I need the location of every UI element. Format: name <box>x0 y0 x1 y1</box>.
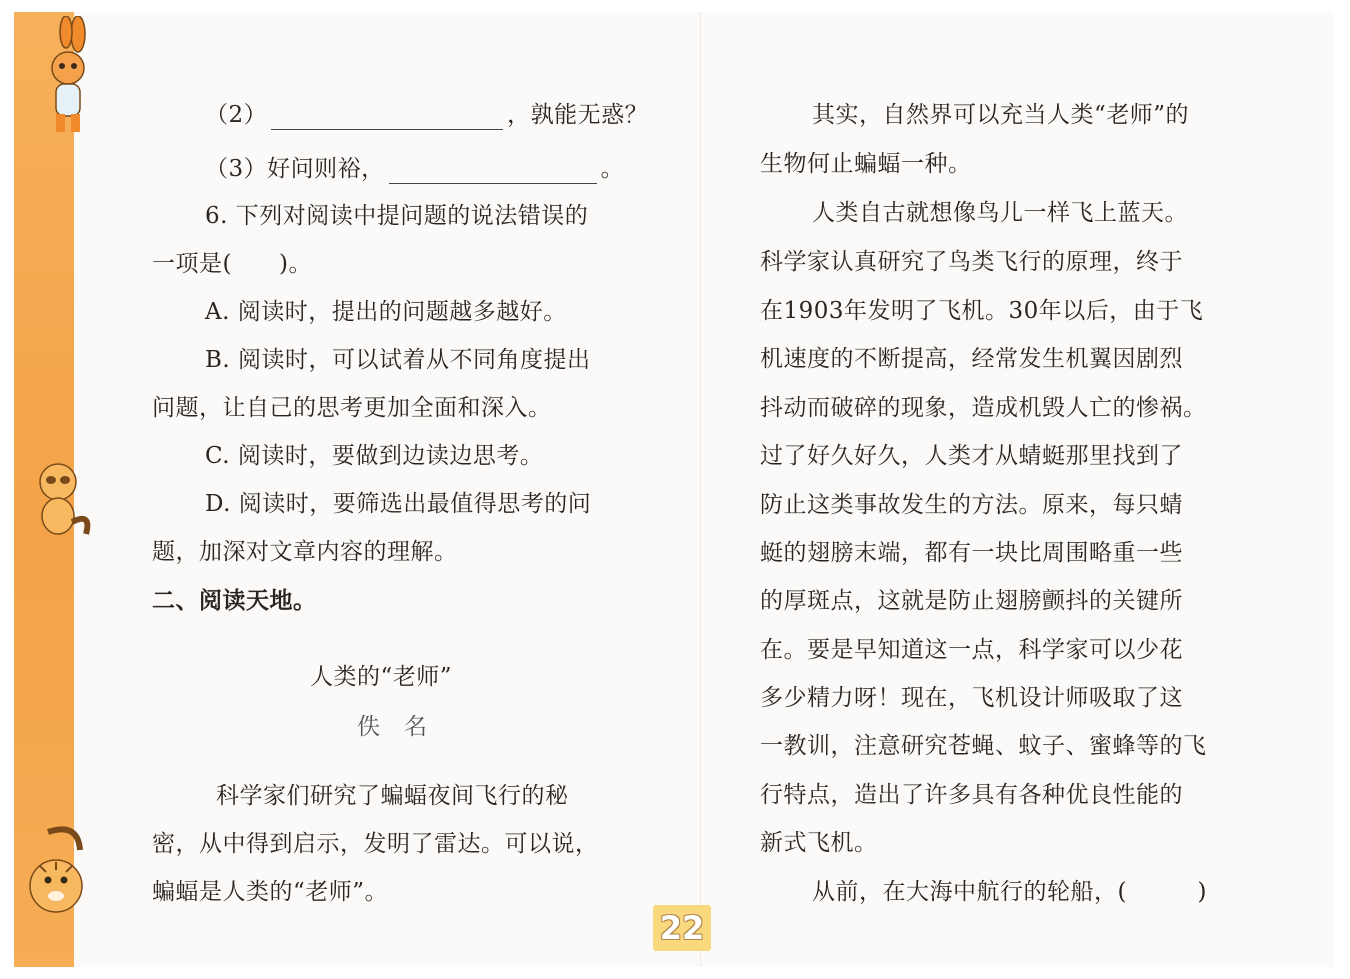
question-6-stem-line-1: 6. 下列对阅读中提问题的说法错误的 <box>205 203 589 229</box>
decorative-side-strip <box>14 12 74 967</box>
option-c: C. 阅读时，要做到边读边思考。 <box>205 443 544 469</box>
page-number-badge <box>653 905 711 951</box>
paragraph-3-line: 防止这类事故发生的方法。原来，每只蜻 <box>760 492 1183 518</box>
paragraph-3-line: 过了好久好久，人类才从蜻蜓那里找到了 <box>760 443 1183 469</box>
question-6-stem-line-2: 一项是( )。 <box>152 251 312 277</box>
article-author: 佚 名 <box>357 714 428 740</box>
paragraph-3-line: 抖动而破碎的现象，造成机毁人亡的惨祸。 <box>760 395 1207 421</box>
paragraph-3-line: 机速度的不断提高，经常发生机翼因剧烈 <box>760 346 1183 372</box>
paragraph-3-line: 一教训，注意研究苍蝇、蚊子、蜜蜂等的飞 <box>760 733 1207 759</box>
answer-blank[interactable] <box>271 107 503 130</box>
paragraph-3-line: 在。要是早知道这一点，科学家可以少花 <box>760 637 1183 663</box>
paragraph-3-line: 科学家认真研究了鸟类飞行的原理，终于 <box>760 249 1183 275</box>
option-b-line-1: B. 阅读时，可以试着从不同角度提出 <box>205 347 591 373</box>
paragraph-3-line: 行特点，造出了许多具有各种优良性能的 <box>760 782 1183 808</box>
paragraph-3-line: 蜓的翅膀末端，都有一块比周围略重一些 <box>760 540 1183 566</box>
paragraph-3-line: 新式飞机。 <box>760 830 878 856</box>
question-5-item-2 <box>205 100 648 130</box>
article-title: 人类的“老师” <box>310 664 453 690</box>
paragraph-1-line: 密，从中得到启示，发明了雷达。可以说， <box>152 831 599 857</box>
section-2-heading: 二、阅读天地。 <box>152 588 317 614</box>
answer-blank[interactable] <box>389 161 597 184</box>
item-2-label: （2） <box>205 102 268 128</box>
paragraph-3-line: 在1903年发明了飞机。30年以后，由于飞 <box>760 298 1204 324</box>
paragraph-4-start: 从前，在大海中航行的轮船，( ) <box>812 879 1207 905</box>
question-5-item-3 <box>205 154 624 184</box>
paragraph-3-line: 人类自古就想像鸟儿一样飞上蓝天。 <box>812 200 1188 226</box>
paragraph-2-line: 生物何止蝙蝠一种。 <box>760 151 972 177</box>
paragraph-1-line: 蝙蝠是人类的“老师”。 <box>152 879 389 905</box>
option-d-line-2: 题，加深对文章内容的理解。 <box>152 539 458 565</box>
paragraph-3-line: 的厚斑点，这就是防止翅膀颤抖的关键所 <box>760 588 1183 614</box>
rabbit-mascot-icon <box>16 16 98 136</box>
page-number: 22 <box>659 909 705 947</box>
page-fold-divider <box>700 12 701 967</box>
option-d-line-1: D. 阅读时，要筛选出最值得思考的问 <box>205 491 592 517</box>
paragraph-1-line: 科学家们研究了蝙蝠夜间飞行的秘 <box>216 783 569 809</box>
option-b-line-2: 问题，让自己的思考更加全面和深入。 <box>152 395 552 421</box>
item-3-end: 。 <box>600 156 625 182</box>
option-a: A. 阅读时，提出的问题越多越好。 <box>205 299 567 325</box>
item-3-text: （3）好问则裕， <box>205 156 385 182</box>
tiger-mascot-icon <box>18 824 98 934</box>
raccoon-mascot-icon <box>18 452 98 542</box>
paragraph-2-line: 其实，自然界可以充当人类“老师”的 <box>812 102 1190 128</box>
paragraph-3-line: 多少精力呀！现在，飞机设计师吸取了这 <box>760 685 1183 711</box>
item-2-text: ，孰能无惑？ <box>507 102 649 128</box>
